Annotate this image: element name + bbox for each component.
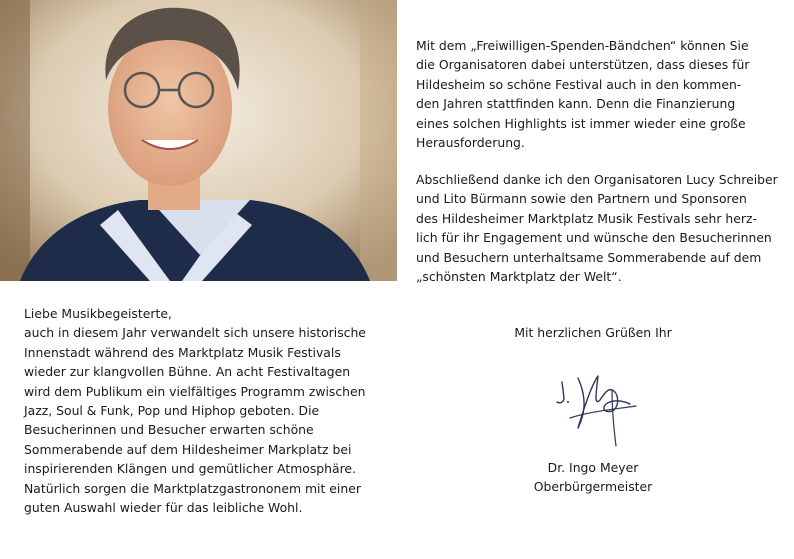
closing-greeting: Mit herzlichen Grüßen Ihr	[514, 325, 672, 340]
text-line: Mit dem „Freiwilligen-Spenden-Bändchen“ können Sie	[416, 38, 749, 53]
thanks-paragraph	[416, 170, 778, 286]
salutation: Liebe Musikbegeisterte,	[24, 306, 172, 321]
text-line: Natürlich sorgen die Marktplatzgastrononem mit einer	[24, 480, 361, 496]
text-line: Sommerabende auf dem Hildesheimer Markplatz bei	[24, 441, 352, 457]
text-line: Jazz, Soul & Funk, Pop und Hiphop geboten. Die	[24, 403, 320, 419]
text-line: wird dem Publikum ein vielfältiges Programm zwischen	[24, 383, 366, 399]
text-line: und Lito Bürmann sowie den Partnern und Sponsoren	[416, 191, 747, 207]
text-line: lich für ihr Engagement und wünsche den Besucherinnen	[416, 230, 772, 246]
text-line: guten Auswahl wieder für das leibliche Wohl.	[24, 500, 303, 516]
text-line: Hildesheim so schöne Festival auch in den kommen-	[416, 76, 742, 92]
handwritten-signature	[548, 360, 648, 450]
text-line: des Hildesheimer Marktplatz Musik Festivals sehr herz-	[416, 210, 757, 226]
text-line: Herausforderung.	[416, 135, 525, 151]
portrait-illustration	[0, 0, 397, 281]
text-line: wieder zur klangvollen Bühne. An acht Festivaltagen	[24, 364, 351, 380]
text-line: Besucherinnen und Besucher erwarten schöne	[24, 422, 314, 438]
text-line: Abschließend danke ich den Organisatoren Lucy Schreiber	[416, 172, 778, 187]
text-line: die Organisatoren dabei unterstützen, dass dieses für	[416, 57, 750, 73]
text-line: und Besuchern unterhaltsame Sommerabende auf dem	[416, 249, 762, 265]
signer-title: Oberbürgermeister	[533, 479, 653, 494]
letter-paragraph	[24, 304, 366, 517]
text-line: Innenstadt während des Marktplatz Musik Festivals	[24, 344, 341, 360]
text-line: inspirierenden Klängen und gemütlicher Atmosphäre.	[24, 461, 356, 477]
text-line: den Jahren stattfinden kann. Denn die Finanzierung	[416, 96, 736, 112]
signer-name: Dr. Ingo Meyer	[547, 460, 639, 475]
portrait-photo	[0, 0, 397, 281]
text-line: eines solchen Highlights ist immer wieder eine große	[416, 115, 746, 131]
text-line: auch in diesem Jahr verwandelt sich unsere historische	[24, 325, 366, 341]
text-line: „schönsten Marktplatz der Welt“.	[416, 269, 622, 285]
festival-band-paragraph	[416, 36, 750, 152]
